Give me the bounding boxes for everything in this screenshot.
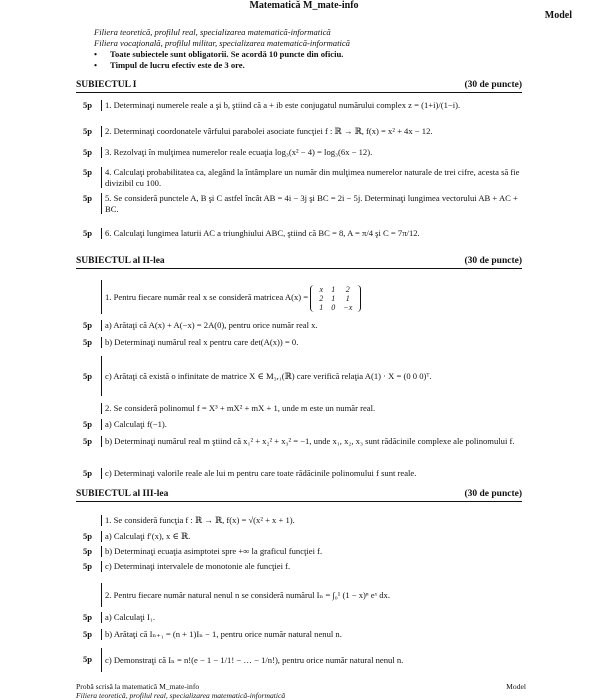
question-text: 2. Se consideră polinomul f = X³ + mX² + mX + 1, unde m este un număr real. <box>101 403 524 414</box>
points-label: 5p <box>83 531 93 541</box>
matrix-entry: 1 <box>331 293 336 303</box>
footer-model: Model <box>506 682 526 691</box>
problem-text: a) Arătaţi că A(x) + A(−x) = 2A(0), pentru orice număr real x. <box>101 320 524 331</box>
problem-row <box>76 280 522 314</box>
matrix-entry: x <box>319 284 324 294</box>
intro-line: Filiera teoretică, profilul real, specializarea matematică-informatică <box>94 27 331 37</box>
points-label: 5p <box>83 561 93 571</box>
section-points: (30 de puncte) <box>464 256 522 266</box>
page-footer <box>76 683 526 700</box>
problem-text: b) Determinaţi numărul real m ştiind că x₁² + x₂² + x₃² = −1, unde x₁, x₂, x₃ sunt rădăcinile complexe ale polinomului f. <box>101 436 524 447</box>
matrix-entry: 0 <box>331 302 336 312</box>
problem-text: a) Calculaţi f(−1). <box>101 419 524 430</box>
problem-text: a) Calculaţi f′(x), x ∈ ℝ. <box>101 531 524 542</box>
intro-bullet: • Toate subiectele sunt obligatorii. Se acordă 10 puncte din oficiu. <box>94 49 350 60</box>
matrix-entry: 1 <box>345 293 350 303</box>
points-label: 5p <box>83 147 93 157</box>
question-text: 1. Se consideră funcţia f : ℝ → ℝ, f(x) = √(x² + x + 1). <box>101 515 524 526</box>
points-label: 5p <box>83 193 93 203</box>
problem-text: a) Calculaţi I₁. <box>101 612 524 623</box>
problem-text: 3. Rezolvaţi în mulţimea numerelor reale ecuaţia log₃(x² − 4) = log₃(6x − 12). <box>101 147 524 158</box>
points-label: 5p <box>83 468 93 478</box>
problem-text: 6. Calculaţi lungimea laturii AC a triunghiului ABC, ştiind că BC = 8, A = π/4 şi C = 7π/12. <box>101 228 524 239</box>
problem-text <box>101 280 524 314</box>
question-text: 1. Pentru fiecare număr real x se consideră matricea A(x) = <box>105 292 309 302</box>
problem-text: c) Arătaţi că există o infinitate de matrice X ∈ M₃,₁(ℝ) care verifică relaţia A(1) · X = (0 0 0)ᵀ. <box>101 356 524 396</box>
section-title: SUBIECTUL al III-lea <box>76 489 169 499</box>
points-label: 5p <box>83 228 93 238</box>
section-1-header <box>76 80 522 93</box>
points-label: 5p <box>83 320 93 330</box>
problem-text: c) Determinaţi valorile reale ale lui m pentru care toate rădăcinile polinomului f sunt reale. <box>101 468 524 479</box>
problem-text: c) Demonstraţi că Iₙ = n!(e − 1 − 1/1! − … − 1/n!), pentru orice număr natural nenul n. <box>101 648 524 672</box>
section-title: SUBIECTUL I <box>76 80 137 90</box>
footer-line: Probă scrisă la matematică M_mate-info <box>76 682 200 691</box>
points-label: 5p <box>83 546 93 556</box>
section-points: (30 de puncte) <box>464 80 522 90</box>
points-label: 5p <box>83 612 93 622</box>
matrix-entry: 1 <box>331 284 336 294</box>
points-label: 5p <box>83 371 93 381</box>
problem-row <box>76 356 522 396</box>
problem-text: c) Determinaţi intervalele de monotonie ale funcţiei f. <box>101 561 524 572</box>
points-label: 5p <box>83 419 93 429</box>
problem-text: 2. Determinaţi coordonatele vârfului parabolei asociate funcţiei f : ℝ → ℝ, f(x) = x² + 4x − 12. <box>101 126 524 137</box>
section-points: (30 de puncte) <box>464 489 522 499</box>
problem-text: 4. Calculaţi probabilitatea ca, alegând la întâmplare un număr din mulţimea numerelor naturale de trei cifre, acesta să fie divizibil cu 100. <box>101 167 524 188</box>
matrix-entry: 1 <box>319 302 324 312</box>
points-label: 5p <box>83 100 93 110</box>
intro-block <box>94 27 350 71</box>
footer-line: Filiera teoretică, profilul real, specializarea matematică-informatică <box>76 690 286 700</box>
points-label: 5p <box>83 126 93 136</box>
problem-text: 1. Determinaţi numerele reale a şi b, ştiind că a + ib este conjugatul numărului complex z = (1+i)/(1−i). <box>101 100 524 111</box>
matrix-entry: 2 <box>319 293 324 303</box>
section-2-header <box>76 256 522 269</box>
matrix-a <box>310 285 361 312</box>
problem-text: b) Determinaţi numărul real x pentru care det(A(x)) = 0. <box>101 337 524 348</box>
matrix-entry: −x <box>343 302 353 312</box>
section-title: SUBIECTUL al II-lea <box>76 256 165 266</box>
points-label: 5p <box>83 629 93 639</box>
problem-text: b) Determinaţi ecuaţia asimptotei spre +∞ la graficul funcţiei f. <box>101 546 524 557</box>
problem-row <box>76 648 522 672</box>
question-text: 2. Pentru fiecare număr natural nenul n se consideră numărul Iₙ = ∫₀¹ (1 − x)ⁿ eˣ dx. <box>101 583 524 607</box>
page-title: Matematică M_mate-info <box>249 0 359 11</box>
points-label: 5p <box>83 337 93 347</box>
points-label: 5p <box>83 167 93 177</box>
intro-line: Filiera vocaţională, profilul militar, specializarea matematică-informatică <box>94 38 350 48</box>
problem-row <box>76 583 522 607</box>
intro-bullet: • Timpul de lucru efectiv este de 3 ore. <box>94 60 350 71</box>
problem-text: 5. Se consideră punctele A, B şi C astfel încât AB = 4i − 3j şi BC = 2i − 5j. Determinaţi lungimea vectorului AB + AC + BC. <box>101 193 524 214</box>
points-label: 5p <box>83 654 93 664</box>
section-3-header <box>76 489 522 502</box>
problem-text: b) Arătaţi că Iₙ₊₁ = (n + 1)Iₙ − 1, pentru orice număr natural nenul n. <box>101 629 524 640</box>
model-label: Model <box>544 10 572 21</box>
points-label: 5p <box>83 436 93 446</box>
matrix-entry: 2 <box>345 284 350 294</box>
